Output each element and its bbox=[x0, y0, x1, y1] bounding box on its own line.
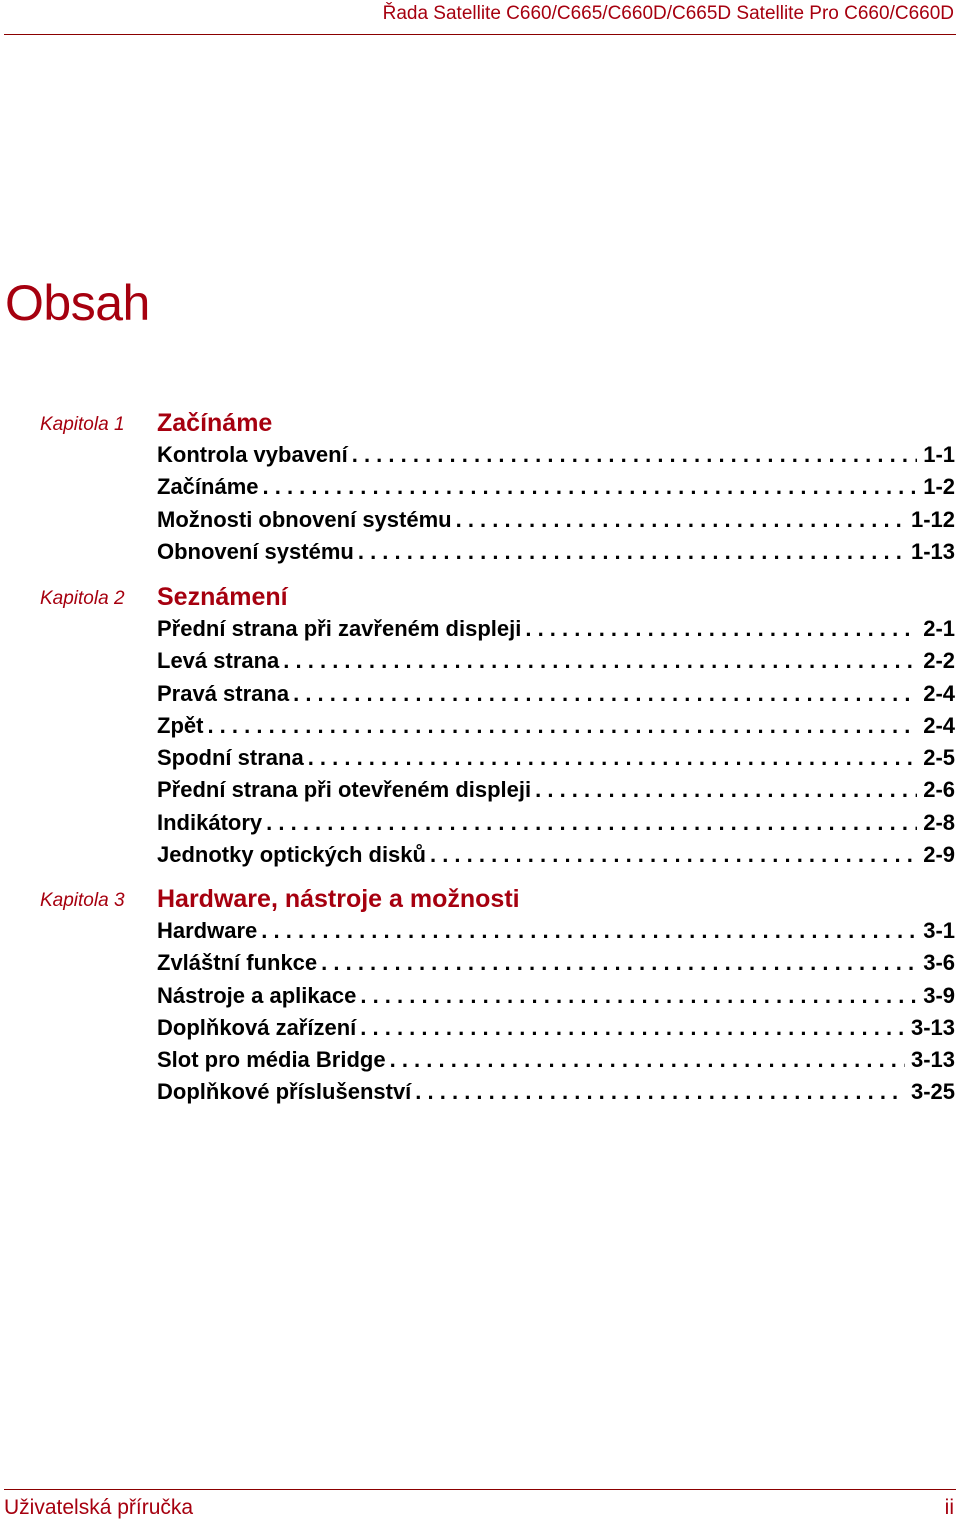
page-footer bbox=[4, 1489, 956, 1528]
chapter-heading[interactable]: Seznámení bbox=[157, 583, 288, 611]
toc-entry-title: Přední strana při otevřeném displeji bbox=[157, 777, 532, 803]
chapter-heading[interactable]: Začínáme bbox=[157, 409, 273, 437]
toc-entry-page: 3-6 bbox=[923, 950, 955, 976]
toc-entry-page: 3-13 bbox=[910, 1014, 955, 1040]
toc-entry[interactable] bbox=[157, 1044, 955, 1076]
footer-manual-title: Uživatelská příručka bbox=[4, 1496, 194, 1519]
page-header bbox=[4, 0, 956, 35]
dot-leader bbox=[308, 742, 918, 774]
toc-entry[interactable] bbox=[157, 613, 955, 645]
toc-entry-list bbox=[157, 613, 955, 871]
dot-leader bbox=[525, 613, 917, 645]
toc-entry[interactable] bbox=[157, 504, 955, 536]
toc-entry-title: Spodní strana bbox=[157, 745, 304, 771]
toc-entry-title: Pravá strana bbox=[157, 680, 290, 706]
toc-entry[interactable] bbox=[157, 774, 955, 806]
dot-leader bbox=[266, 807, 917, 839]
toc-entry[interactable] bbox=[157, 915, 955, 947]
toc-entry[interactable] bbox=[157, 645, 955, 677]
dot-leader bbox=[283, 645, 917, 677]
toc-entry[interactable] bbox=[157, 439, 955, 471]
toc-entry-title: Začínáme bbox=[157, 474, 259, 500]
dot-leader bbox=[263, 471, 918, 503]
chapter-label: Kapitola 2 bbox=[40, 588, 125, 609]
toc-entry-title: Indikátory bbox=[157, 809, 263, 835]
dot-leader bbox=[207, 710, 917, 742]
toc-entry-page: 2-1 bbox=[923, 616, 955, 641]
toc-entry-page: 1-2 bbox=[923, 474, 955, 500]
toc-entry-title: Obnovení systému bbox=[157, 538, 354, 564]
toc-entry[interactable] bbox=[157, 980, 955, 1012]
dot-leader bbox=[261, 915, 917, 947]
toc-entry-page: 1-12 bbox=[910, 506, 955, 532]
toc-entry[interactable] bbox=[157, 807, 955, 839]
dot-leader bbox=[456, 504, 905, 536]
chapter-label: Kapitola 1 bbox=[40, 414, 125, 435]
dot-leader bbox=[352, 439, 917, 471]
dot-leader bbox=[415, 1076, 905, 1108]
toc-entry[interactable] bbox=[157, 536, 955, 568]
dot-leader bbox=[390, 1044, 905, 1076]
dot-leader bbox=[358, 536, 905, 568]
header-title: Řada Satellite C660/C665/C660D/C665D Satellite Pro C660/C660D bbox=[382, 3, 954, 24]
dot-leader bbox=[360, 980, 917, 1012]
toc-entry-page: 2-5 bbox=[923, 745, 955, 771]
toc-entry-title: Možnosti obnovení systému bbox=[157, 506, 452, 532]
toc-entry-page: 2-8 bbox=[923, 809, 955, 835]
dot-leader bbox=[535, 774, 917, 806]
toc-entry[interactable] bbox=[157, 839, 955, 871]
toc-entry-list bbox=[157, 439, 955, 568]
toc-entry-page: 1-1 bbox=[923, 442, 955, 467]
toc-entry-list bbox=[157, 915, 955, 1109]
dot-leader bbox=[430, 839, 917, 871]
toc-entry-title: Levá strana bbox=[157, 648, 280, 674]
toc-entry-title: Hardware bbox=[157, 918, 258, 943]
chapter-heading[interactable]: Hardware, nástroje a možnosti bbox=[157, 885, 520, 913]
toc-entry-page: 2-4 bbox=[923, 680, 955, 706]
dot-leader bbox=[360, 1012, 905, 1044]
toc-entry-title: Zpět bbox=[157, 712, 204, 738]
toc-entry-title: Nástroje a aplikace bbox=[157, 982, 357, 1008]
chapter-label: Kapitola 3 bbox=[40, 890, 125, 911]
toc-entry-title: Kontrola vybavení bbox=[157, 442, 348, 467]
toc-entry[interactable] bbox=[157, 1012, 955, 1044]
page-title: Obsah bbox=[5, 275, 150, 331]
toc-entry-page: 2-6 bbox=[923, 777, 955, 803]
toc-entry-title: Přední strana při zavřeném displeji bbox=[157, 616, 522, 641]
toc-entry-title: Slot pro média Bridge bbox=[157, 1047, 386, 1073]
toc-entry-page: 3-1 bbox=[923, 918, 955, 943]
toc-entry-page: 3-9 bbox=[923, 982, 955, 1008]
toc-entry[interactable] bbox=[157, 471, 955, 503]
toc-entry-page: 2-4 bbox=[923, 712, 955, 738]
footer-page-number: ii bbox=[944, 1496, 954, 1519]
toc-entry-page: 2-2 bbox=[923, 648, 955, 674]
toc-entry-title: Doplňkové příslušenství bbox=[157, 1079, 412, 1105]
toc-entry-title: Doplňková zařízení bbox=[157, 1014, 357, 1040]
dot-leader bbox=[293, 678, 917, 710]
toc-entry[interactable] bbox=[157, 1076, 955, 1108]
toc-entry[interactable] bbox=[157, 710, 955, 742]
dot-leader bbox=[321, 947, 917, 979]
toc-entry-title: Jednotky optických disků bbox=[157, 842, 426, 868]
toc-entry[interactable] bbox=[157, 947, 955, 979]
toc-entry[interactable] bbox=[157, 678, 955, 710]
toc-entry-page: 2-9 bbox=[923, 842, 955, 868]
toc-entry[interactable] bbox=[157, 742, 955, 774]
toc-entry-title: Zvláštní funkce bbox=[157, 950, 318, 976]
toc-entry-page: 1-13 bbox=[910, 538, 955, 564]
toc-entry-page: 3-13 bbox=[910, 1047, 955, 1073]
toc-entry-page: 3-25 bbox=[910, 1079, 955, 1105]
